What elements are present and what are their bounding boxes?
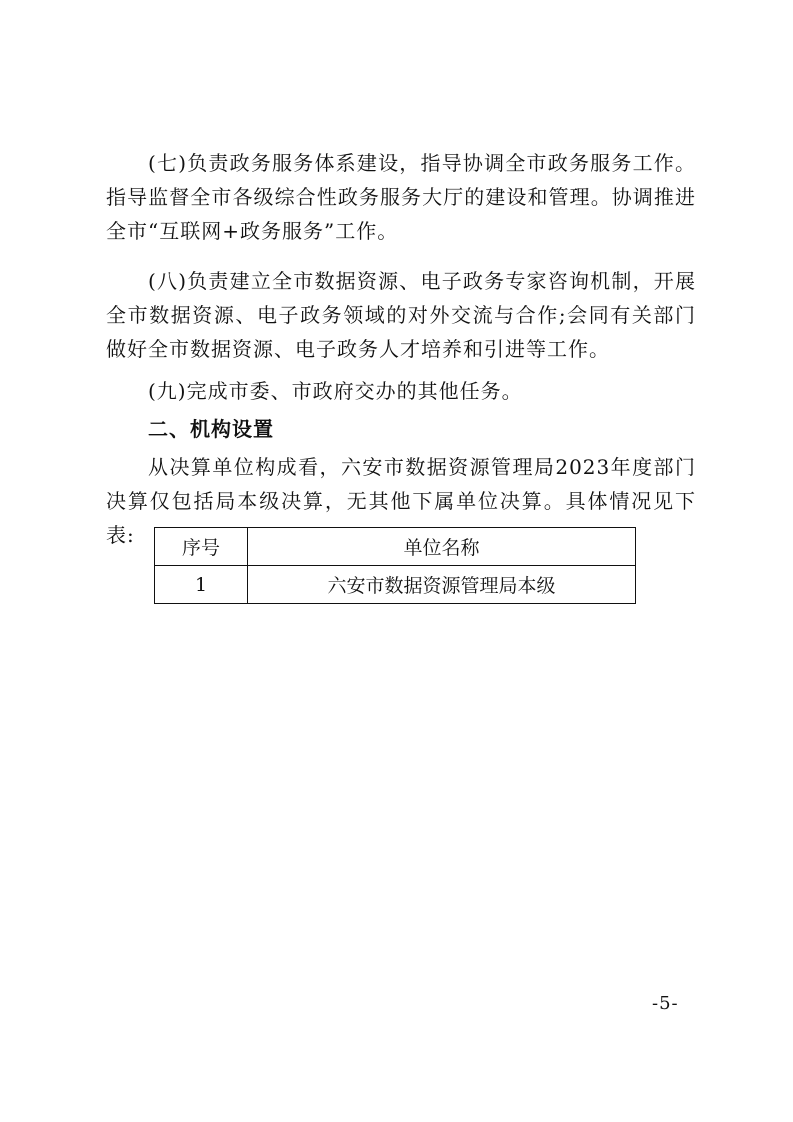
cell-no: 1 bbox=[155, 566, 248, 604]
paragraph-item-8: (八)负责建立全市数据资源、电子政务专家咨询机制，开展全市数据资源、电子政务领域的对外交流与合作;会同有关部门做好全市数据资源、电子政务人才培养和引进等工作。 bbox=[106, 269, 696, 361]
header-no: 序号 bbox=[155, 528, 248, 566]
page-number: -5- bbox=[652, 993, 679, 1014]
table-row bbox=[155, 566, 636, 604]
table-header-row bbox=[155, 528, 636, 566]
paragraph-item-9: (九)完成市委、市政府交办的其他任务。 bbox=[148, 379, 523, 403]
cell-name: 六安市数据资源管理局本级 bbox=[248, 566, 636, 604]
paragraph-structure: 从决算单位构成看，六安市数据资源管理局2023年度部门决算仅包括局本级决算，无其他下属单位决算。具体情况见下表: bbox=[106, 455, 696, 547]
section-heading: 二、机构设置 bbox=[148, 417, 274, 441]
units-table bbox=[154, 527, 636, 604]
header-name: 单位名称 bbox=[248, 528, 636, 566]
paragraph-item-7: (七)负责政务服务体系建设，指导协调全市政务服务工作。指导监督全市各级综合性政务服务大厅的建设和管理。协调推进全市“互联网+政务服务”工作。 bbox=[106, 151, 696, 243]
